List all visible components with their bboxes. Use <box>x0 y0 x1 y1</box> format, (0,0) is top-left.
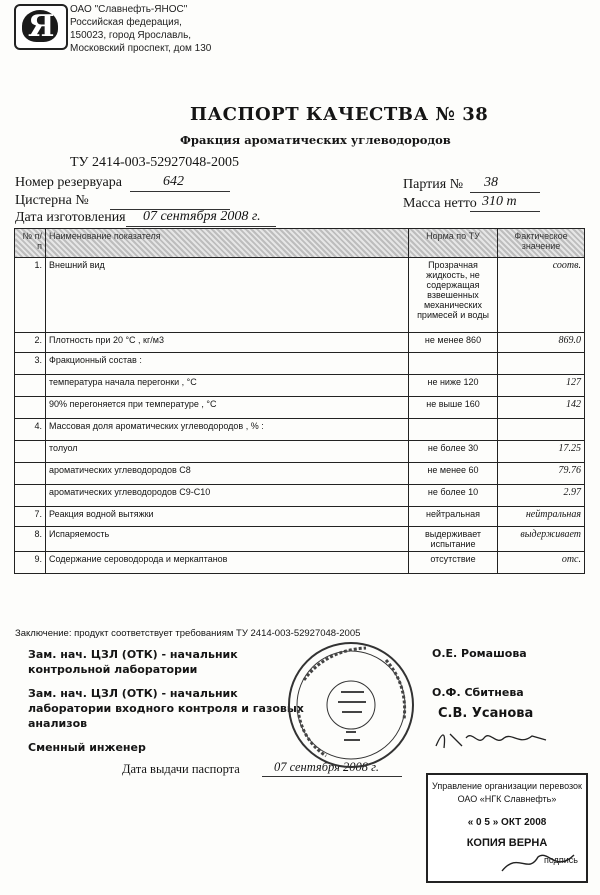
table-header-row <box>15 229 585 258</box>
row-result: отс. <box>498 552 585 574</box>
batch-label: Партия № <box>403 177 464 192</box>
row-result: 127 <box>498 375 585 397</box>
net-mass-underline <box>470 211 540 212</box>
box-line-1: Управление организации перевозок <box>432 781 582 791</box>
issue-date: 07 сентября 2008 г. <box>274 760 380 774</box>
sig2-title-1: Зам. нач. ЦЗЛ (ОТК) - начальник <box>28 687 238 700</box>
box-sign: подпись <box>543 855 578 865</box>
company-name: ОАО "Славнефть-ЯНОС" <box>70 4 188 15</box>
row-norm: не менее 860 <box>409 333 498 353</box>
row-indicator: толуол <box>46 441 409 463</box>
logo-letter: Я <box>28 9 55 44</box>
quality-table <box>14 228 585 574</box>
row-num: 1. <box>15 258 46 333</box>
row-norm: не более 30 <box>409 441 498 463</box>
table-row <box>15 419 585 441</box>
sig2-title-2: лаборатории входного контроля и газовых <box>28 702 304 715</box>
header-num: № п/п <box>15 229 46 258</box>
tank-value: 642 <box>163 174 184 189</box>
copy-certification-box <box>426 773 588 883</box>
document-subtitle: Фракция ароматических углеводородов <box>180 133 451 147</box>
net-mass-value: 310 т <box>482 194 517 209</box>
row-norm <box>409 353 498 375</box>
document-standard: ТУ 2414-003-52927048-2005 <box>70 155 239 170</box>
row-result <box>498 353 585 375</box>
table-row <box>15 463 585 485</box>
company-city: 150023, город Ярославль, <box>70 30 192 41</box>
row-indicator: ароматических углеводородов С9-С10 <box>46 485 409 507</box>
row-num: 9. <box>15 552 46 574</box>
row-indicator: Содержание сероводорода и меркаптанов <box>46 552 409 574</box>
sig1-name: О.Е. Ромашова <box>432 647 527 660</box>
header-indicator: Наименование показателя <box>46 229 409 258</box>
row-indicator: температура начала перегонки , °С <box>46 375 409 397</box>
table-row <box>15 527 585 552</box>
row-norm: отсутствие <box>409 552 498 574</box>
table-row <box>15 375 585 397</box>
handwritten-signature-icon <box>432 724 552 754</box>
row-norm <box>409 419 498 441</box>
row-result <box>498 419 585 441</box>
table-row <box>15 353 585 375</box>
issue-label: Дата выдачи паспорта <box>122 762 240 776</box>
row-result: 142 <box>498 397 585 419</box>
row-num: 7. <box>15 507 46 527</box>
row-norm: выдерживает испытание <box>409 527 498 552</box>
table-row <box>15 397 585 419</box>
table-row <box>15 258 585 333</box>
sig2-name: О.Ф. Сбитнева <box>432 686 524 699</box>
header-result: Фактическое значение <box>498 229 585 258</box>
row-num <box>15 375 46 397</box>
engineer-title: Сменный инженер <box>28 741 146 754</box>
table-row <box>15 507 585 527</box>
row-result: нейтральная <box>498 507 585 527</box>
row-indicator: Массовая доля ароматических углеводородов , % : <box>46 419 409 441</box>
document-title: ПАСПОРТ КАЧЕСТВА № 38 <box>190 104 489 125</box>
row-indicator: Внешний вид <box>46 258 409 333</box>
table-row <box>15 552 585 574</box>
row-norm: не более 10 <box>409 485 498 507</box>
box-copy: КОПИЯ ВЕРНА <box>466 837 548 849</box>
engineer-name: С.В. Усанова <box>438 706 534 721</box>
net-mass-label: Масса нетто <box>403 196 477 211</box>
round-stamp-icon <box>286 640 416 770</box>
table-row <box>15 333 585 353</box>
date-label: Дата изготовления <box>15 210 126 225</box>
row-indicator: 90% перегоняется при температуре , °С <box>46 397 409 419</box>
row-result: соотв. <box>498 258 585 333</box>
row-indicator: Реакция водной вытяжки <box>46 507 409 527</box>
table-body <box>15 258 585 574</box>
tank-underline <box>130 191 230 192</box>
box-signature-icon <box>498 847 578 877</box>
company-country: Российская федерация, <box>70 17 182 28</box>
row-num <box>15 441 46 463</box>
box-date: « 0 5 » ОКТ 2008 <box>467 817 547 828</box>
row-indicator: Плотность при 20 °С , кг/м3 <box>46 333 409 353</box>
table-row <box>15 485 585 507</box>
row-num <box>15 485 46 507</box>
row-result: 869.0 <box>498 333 585 353</box>
header-norm: Норма по ТУ <box>409 229 498 258</box>
tank-label: Номер резервуара <box>15 175 122 190</box>
row-indicator: Фракционный состав : <box>46 353 409 375</box>
row-result: 79.76 <box>498 463 585 485</box>
row-num <box>15 397 46 419</box>
row-result: 17.25 <box>498 441 585 463</box>
row-norm: нейтральная <box>409 507 498 527</box>
conclusion-text: Заключение: продукт соответствует требованиям ТУ 2414-003-52927048-2005 <box>15 628 361 639</box>
table-row <box>15 441 585 463</box>
cistern-label: Цистерна № <box>15 193 89 208</box>
date-value: 07 сентября 2008 г. <box>143 209 261 224</box>
row-num: 2. <box>15 333 46 353</box>
row-indicator: ароматических углеводородов С8 <box>46 463 409 485</box>
date-underline <box>126 226 276 227</box>
issue-underline <box>262 776 402 777</box>
batch-value: 38 <box>484 175 498 190</box>
row-num: 8. <box>15 527 46 552</box>
sig1-title-1: Зам. нач. ЦЗЛ (ОТК) - начальник <box>28 648 238 661</box>
batch-underline <box>470 192 540 193</box>
sig2-title-3: анализов <box>28 717 88 730</box>
sig1-title-2: контрольной лаборатории <box>28 663 198 676</box>
row-result: 2.97 <box>498 485 585 507</box>
row-norm: Прозрачная жидкость, не содержащая взвешенных механических примесей и воды <box>409 258 498 333</box>
row-num: 3. <box>15 353 46 375</box>
row-norm: не выше 160 <box>409 397 498 419</box>
row-norm: не ниже 120 <box>409 375 498 397</box>
row-norm: не менее 60 <box>409 463 498 485</box>
row-num: 4. <box>15 419 46 441</box>
company-address: Московский проспект, дом 130 <box>70 43 212 54</box>
row-indicator: Испаряемость <box>46 527 409 552</box>
row-num <box>15 463 46 485</box>
row-result: выдерживает <box>498 527 585 552</box>
box-line-2: ОАО «НГК Славнефть» <box>457 794 557 804</box>
company-logo <box>14 4 68 50</box>
